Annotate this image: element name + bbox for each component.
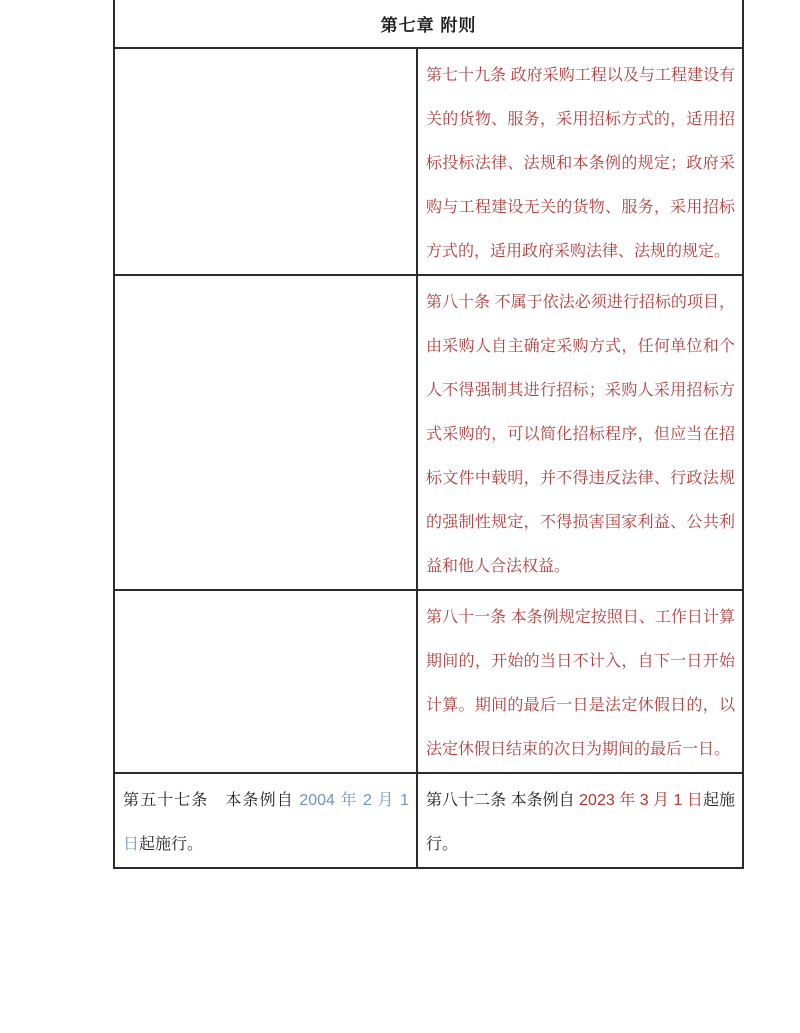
- chapter-heading: 第七章 附则: [380, 16, 477, 35]
- table-row-article-79: [115, 49, 742, 276]
- chapter-header-row: [115, 0, 742, 49]
- old-effective-suffix: 起施行。: [139, 836, 204, 853]
- old-law-cell-empty: [115, 49, 418, 274]
- old-law-cell-empty: [115, 276, 418, 589]
- law-comparison-table: [113, 0, 744, 869]
- table-row-article-81: [115, 591, 742, 774]
- old-law-cell-empty: [115, 591, 418, 772]
- new-effective-date: 2023 年 3 月 1 日: [579, 792, 703, 809]
- table-row-article-80: [115, 276, 742, 591]
- new-effective-prefix: 第八十二条 本条例自: [426, 792, 580, 809]
- old-effective-date: 2004 年 2 月 1 日: [123, 792, 409, 853]
- new-effective-suffix: 起施行。: [426, 792, 735, 853]
- old-law-effective-cell: [115, 774, 418, 867]
- old-effective-prefix: 第五十七条 本条例自: [123, 792, 300, 809]
- new-law-article-81-text: 第八十一条 本条例规定按照日、工作日计算期间的，开始的当日不计入，自下一日开始计算。期间的最后一日是法定休假日的，以法定休假日结束的次日为期间的最后一日。: [426, 609, 735, 758]
- new-law-effective-cell: [418, 774, 742, 867]
- new-law-article-80-text: 第八十条 不属于依法必须进行招标的项目，由采购人自主确定采购方式，任何单位和个人不得强制其进行招标；采购人采用招标方式采购的，可以简化招标程序，但应当在招标文件中载明，并不得违反法律、行政法规的强制性规定，不得损害国家利益、公共利益和他人合法权益。: [426, 294, 735, 575]
- table-row-effective-dates: [115, 774, 742, 867]
- new-law-article-79-text: 第七十九条 政府采购工程以及与工程建设有关的货物、服务，采用招标方式的，适用招标投标法律、法规和本条例的规定；政府采购与工程建设无关的货物、服务，采用招标方式的，适用政府采购法律、法规的规定。: [426, 67, 735, 260]
